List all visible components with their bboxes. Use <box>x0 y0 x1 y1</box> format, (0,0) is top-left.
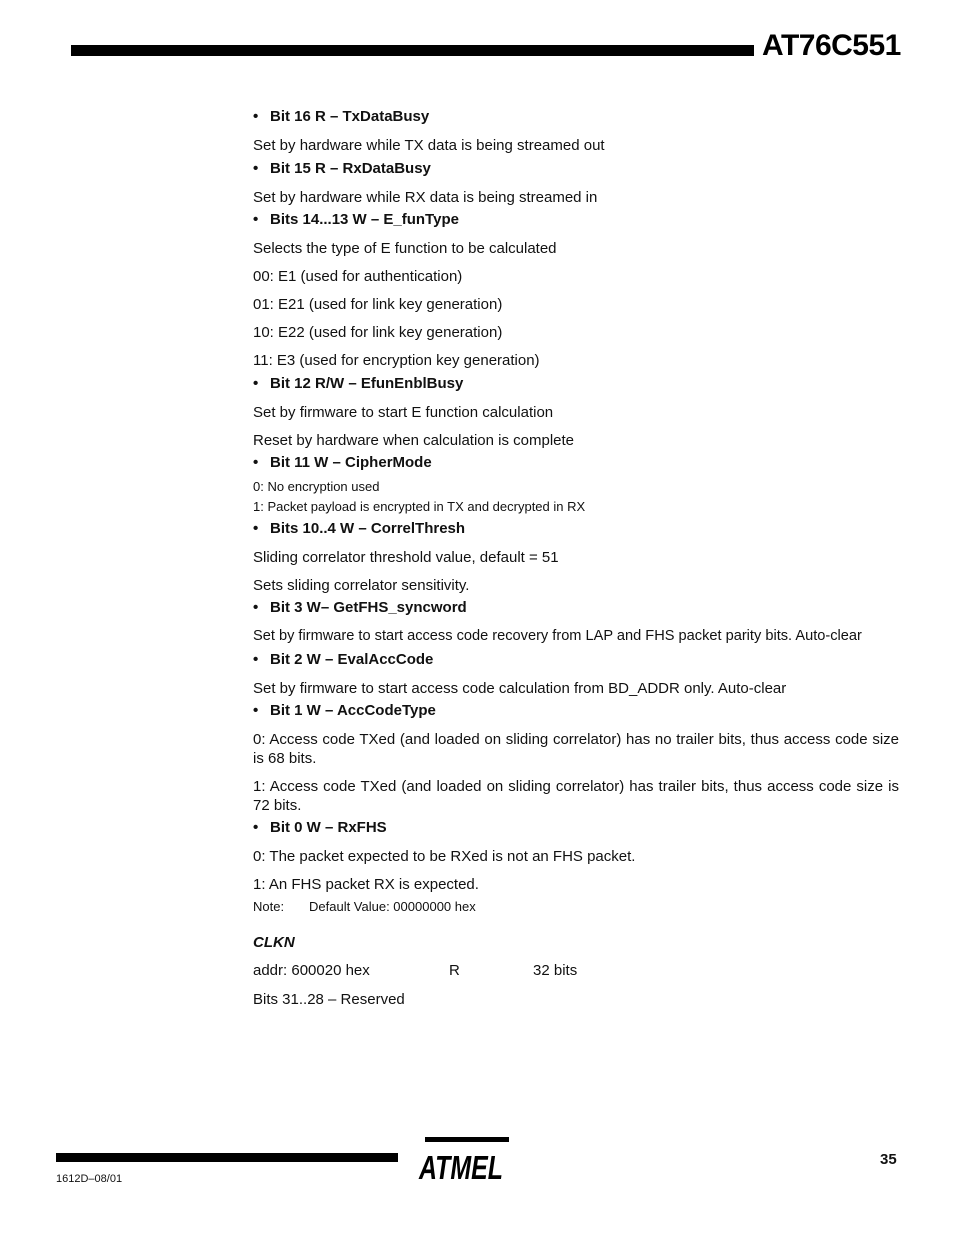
paragraph: Bits 31..28 – Reserved <box>253 991 405 1008</box>
note-text: Default Value: 00000000 hex <box>309 899 476 914</box>
page-number: 35 <box>880 1151 897 1168</box>
paragraph: Set by firmware to start access code recovery from LAP and FHS packet parity bits. Auto-clear <box>253 628 862 644</box>
paragraph: 0: Access code TXed (and loaded on sliding correlator) has no trailer bits, thus access code size is 68 bits. <box>253 731 899 767</box>
small-paragraph: 1: Packet payload is encrypted in TX and decrypted in RX <box>253 499 586 514</box>
bit-heading: • Bit 11 W – CipherMode <box>253 454 432 471</box>
bit-heading: • Bit 16 R – TxDataBusy <box>253 108 430 125</box>
bit-heading: • Bit 3 W– GetFHS_syncword <box>253 599 467 616</box>
paragraph: 00: E1 (used for authentication) <box>253 268 463 285</box>
atmel-logo <box>411 1135 511 1185</box>
small-paragraph: 0: No encryption used <box>253 479 380 494</box>
bit-heading: • Bit 12 R/W – EfunEnblBusy <box>253 375 464 392</box>
bit-heading: • Bit 0 W – RxFHS <box>253 819 387 836</box>
paragraph: Set by firmware to start access code calculation from BD_ADDR only. Auto-clear <box>253 680 787 697</box>
paragraph: Sets sliding correlator sensitivity. <box>253 577 470 594</box>
register-access: R <box>449 962 460 979</box>
register-address: addr: 600020 hex <box>253 962 370 979</box>
paragraph: 01: E21 (used for link key generation) <box>253 296 503 313</box>
paragraph: Set by hardware while TX data is being streamed out <box>253 137 605 154</box>
bit-heading: • Bit 15 R – RxDataBusy <box>253 160 431 177</box>
bit-heading: • Bits 10..4 W – CorrelThresh <box>253 520 466 537</box>
paragraph: Selects the type of E function to be calculated <box>253 240 557 257</box>
paragraph: Set by firmware to start E function calculation <box>253 404 554 421</box>
bit-heading: • Bits 14...13 W – E_funType <box>253 211 459 228</box>
header-rule <box>71 45 754 56</box>
paragraph: 0: The packet expected to be RXed is not an FHS packet. <box>253 848 636 865</box>
register-heading: CLKN <box>253 934 295 951</box>
paragraph: 1: Access code TXed (and loaded on sliding correlator) has trailer bits, thus access code size is 72 bits. <box>253 778 899 814</box>
paragraph: Reset by hardware when calculation is complete <box>253 432 574 449</box>
register-width: 32 bits <box>533 962 578 979</box>
paragraph: 1: An FHS packet RX is expected. <box>253 876 479 893</box>
note-label: Note: <box>253 899 285 914</box>
svg-text:ATMEL: ATMEL <box>418 1149 503 1186</box>
bit-heading: • Bit 2 W – EvalAccCode <box>253 651 434 668</box>
document-code: 1612D–08/01 <box>56 1173 123 1185</box>
paragraph: Sliding correlator threshold value, default = 51 <box>253 549 559 566</box>
paragraph: Set by hardware while RX data is being streamed in <box>253 189 598 206</box>
note <box>253 899 899 914</box>
footer-rule <box>56 1153 398 1162</box>
document-title: AT76C551 <box>762 29 901 62</box>
paragraph: 11: E3 (used for encryption key generation) <box>253 352 540 369</box>
bit-heading: • Bit 1 W – AccCodeType <box>253 702 436 719</box>
paragraph: 10: E22 (used for link key generation) <box>253 324 503 341</box>
register-info-row <box>253 962 899 979</box>
